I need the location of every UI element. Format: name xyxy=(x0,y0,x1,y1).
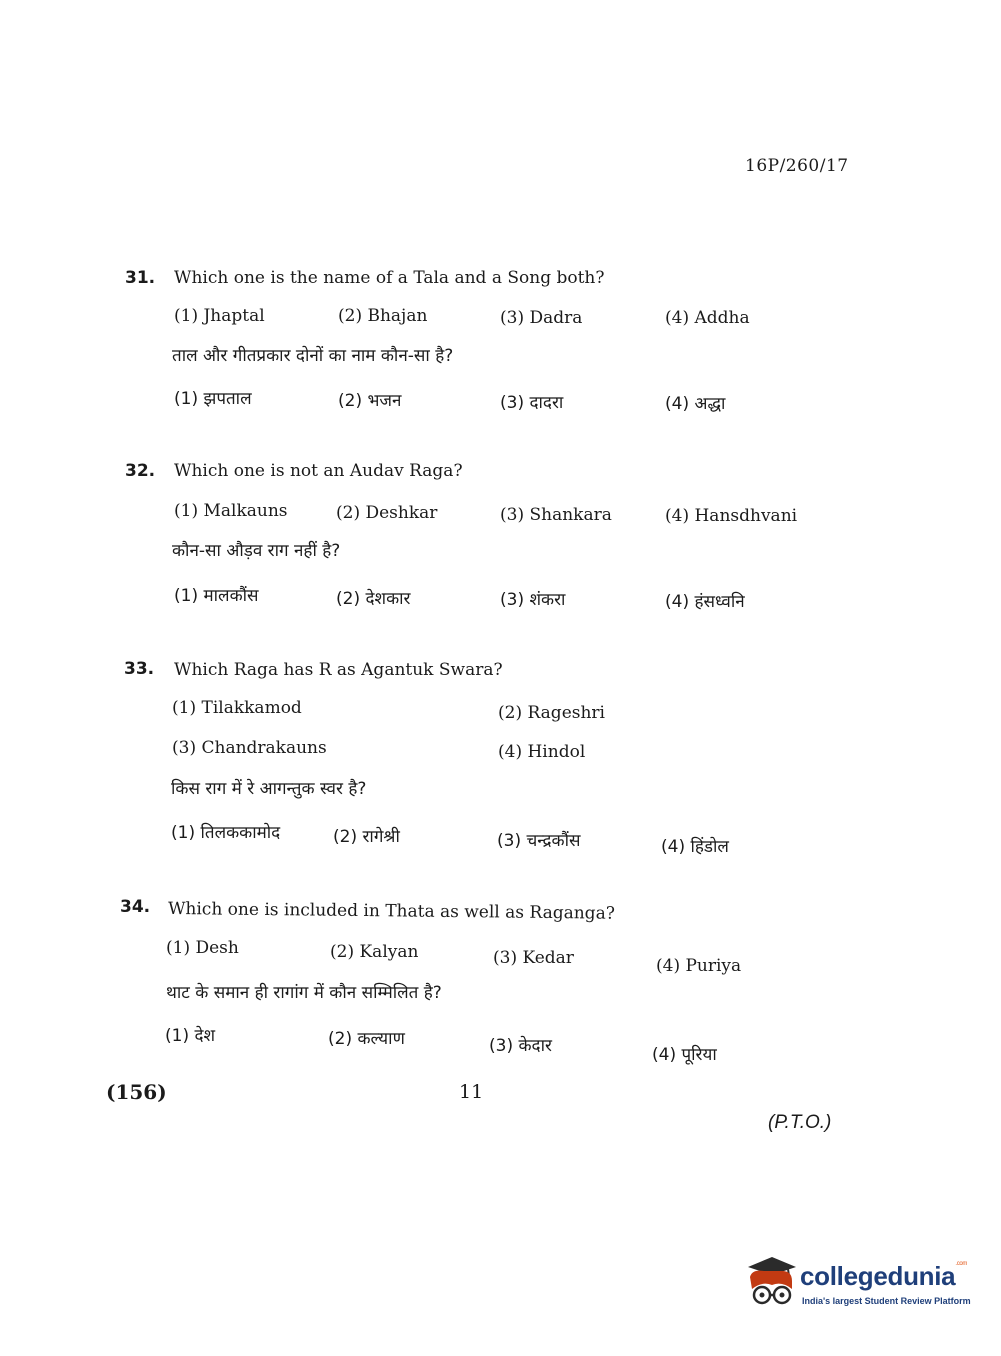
option-3-en: (3) Kedar xyxy=(493,948,574,968)
option-2-hi: (2) कल्याण xyxy=(328,1029,405,1049)
paper-code: 16P/260/17 xyxy=(745,156,849,176)
option-2-hi: (2) देशकार xyxy=(336,589,411,609)
option-1-hi: (1) झपताल xyxy=(174,389,252,409)
option-2-en: (2) Kalyan xyxy=(330,942,419,962)
question-text-hi: कौन-सा औड़व राग नहीं है? xyxy=(172,541,341,561)
option-4-en: (4) Hindol xyxy=(498,742,586,762)
option-1-hi: (1) तिलककामोद xyxy=(171,823,281,843)
option-4-en: (4) Hansdhvani xyxy=(665,506,798,526)
question-text-en: Which Raga has R as Agantuk Swara? xyxy=(174,660,503,680)
question-text-en: Which one is not an Audav Raga? xyxy=(174,461,463,481)
option-1-en: (1) Jhaptal xyxy=(174,306,265,326)
option-3-en: (3) Dadra xyxy=(500,308,583,328)
option-2-en: (2) Rageshri xyxy=(498,703,605,723)
option-3-hi: (3) शंकरा xyxy=(500,590,566,610)
question-text-en: Which one is the name of a Tala and a Song both? xyxy=(174,268,605,288)
option-4-hi: (4) हंसध्वनि xyxy=(665,592,745,612)
option-4-en: (4) Addha xyxy=(665,308,750,328)
option-4-hi: (4) अद्धा xyxy=(665,394,726,414)
option-3-en: (3) Shankara xyxy=(500,505,612,525)
question-number: 32. xyxy=(125,461,156,481)
option-1-en: (1) Malkauns xyxy=(174,501,288,521)
option-2-hi: (2) रागेश्री xyxy=(333,827,400,847)
page-number: 11 xyxy=(459,1081,484,1103)
question-number: 33. xyxy=(124,659,155,679)
brand-tagline: India's largest Student Review Platform xyxy=(802,1296,971,1306)
option-2-en: (2) Deshkar xyxy=(336,503,438,523)
option-3-hi: (3) दादरा xyxy=(500,393,564,413)
question-text-hi: ताल और गीतप्रकार दोनों का नाम कौन-सा है? xyxy=(172,346,454,366)
question-text-hi: किस राग में रे आगन्तुक स्वर है? xyxy=(171,779,367,799)
question-number: 31. xyxy=(125,268,156,288)
option-3-en: (3) Chandrakauns xyxy=(172,738,327,758)
option-2-hi: (2) भजन xyxy=(338,391,402,411)
option-4-hi: (4) पूरिया xyxy=(652,1045,717,1065)
option-1-hi: (1) मालकौंस xyxy=(174,586,259,606)
option-3-hi: (3) चन्द्रकौंस xyxy=(497,831,581,851)
question-text-en: Which one is included in Thata as well as Raganga? xyxy=(167,899,615,924)
mascot-icon xyxy=(742,1255,800,1313)
question-text-hi: थाट के समान ही रागांग में कौन सम्मिलित है? xyxy=(166,983,442,1003)
pto-note: (P.T.O.) xyxy=(768,1112,832,1133)
option-4-en: (4) Puriya xyxy=(656,956,742,976)
option-3-hi: (3) केदार xyxy=(489,1036,552,1056)
option-2-en: (2) Bhajan xyxy=(338,306,428,326)
brand-name: collegedunia$^{.com}$ xyxy=(800,1261,968,1291)
option-1-hi: (1) देश xyxy=(165,1026,216,1046)
option-1-en: (1) Tilakkamod xyxy=(172,698,302,718)
booklet-code: (156) xyxy=(106,1080,167,1104)
brand-suffix: .com xyxy=(955,1261,968,1267)
option-1-en: (1) Desh xyxy=(166,938,239,958)
collegedunia-logo xyxy=(742,1255,970,1315)
question-number: 34. xyxy=(120,897,151,917)
option-4-hi: (4) हिंडोल xyxy=(661,837,729,857)
